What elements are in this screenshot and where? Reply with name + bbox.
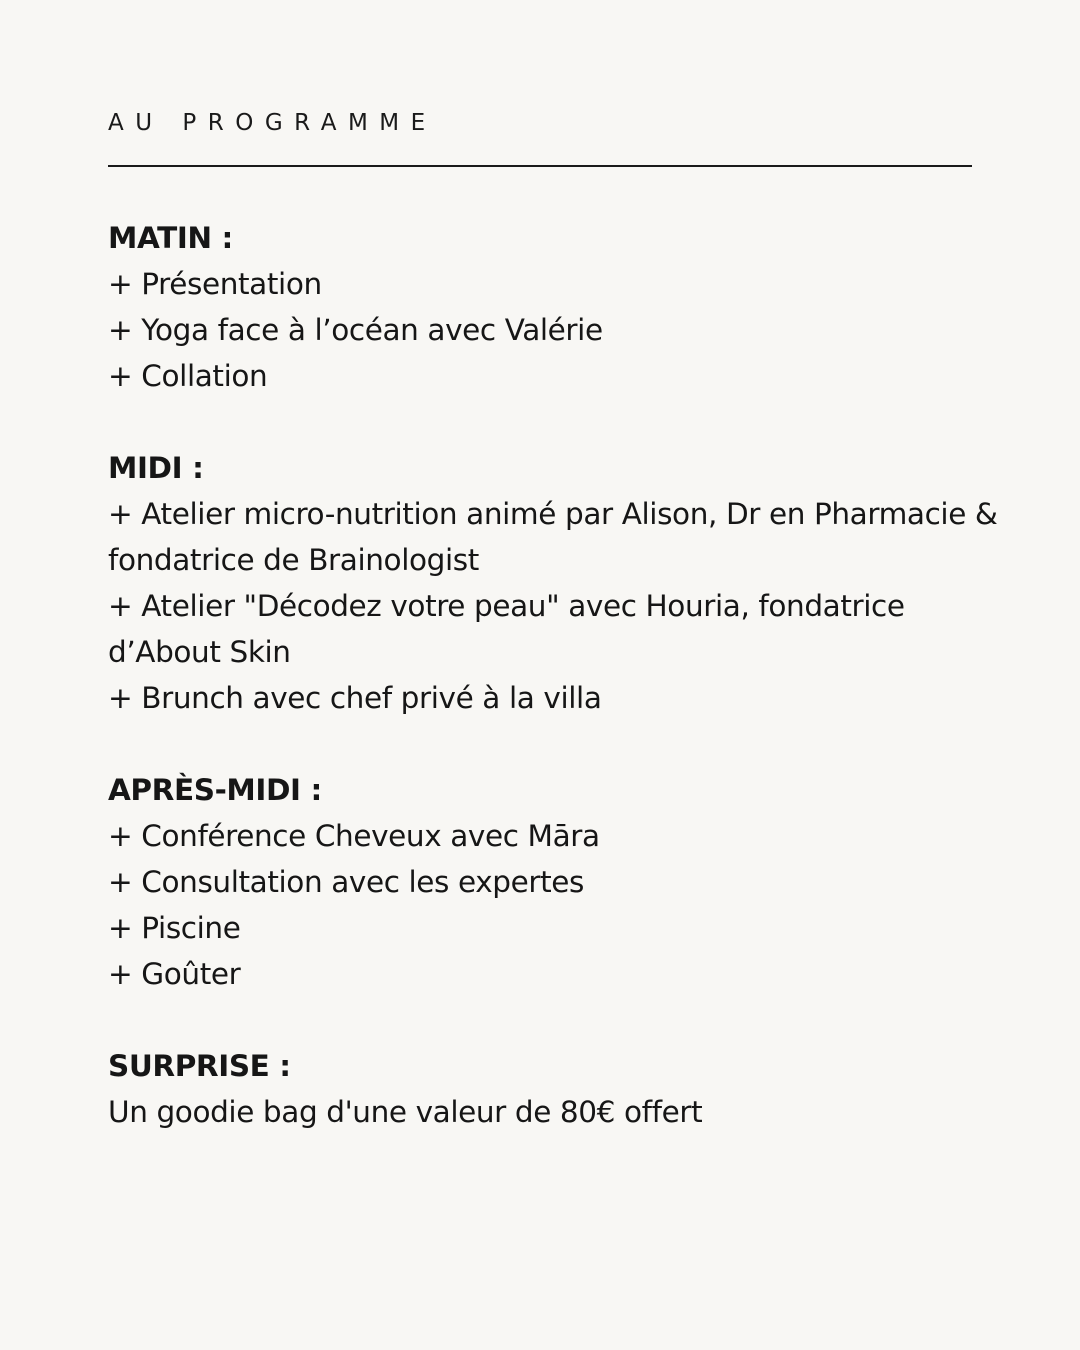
section-matin	[108, 215, 978, 399]
program-kicker: AU PROGRAMME	[108, 110, 437, 136]
list-item: + Collation	[108, 359, 268, 393]
section-title-matin: MATIN :	[108, 221, 233, 255]
list-item: + Consultation avec les expertes	[108, 865, 584, 899]
list-item: + Brunch avec chef privé à la villa	[108, 681, 602, 715]
section-title-midi: MIDI :	[108, 451, 204, 485]
list-item: + Conférence Cheveux avec Māra	[108, 819, 600, 853]
section-midi	[108, 445, 998, 721]
program-content	[108, 215, 998, 1181]
list-item: + Piscine	[108, 911, 241, 945]
list-item: + Atelier "Décodez votre peau" avec Houria, fondatrice	[108, 589, 905, 623]
list-item-continuation: d’About Skin	[108, 635, 291, 669]
section-surprise	[108, 1043, 978, 1135]
surprise-text: Un goodie bag d'une valeur de 80€ offert	[108, 1095, 703, 1129]
section-apres-midi	[108, 767, 978, 997]
list-item: + Yoga face à l’océan avec Valérie	[108, 313, 603, 347]
section-title-surprise: SURPRISE :	[108, 1049, 291, 1083]
program-page	[108, 0, 998, 1350]
list-item: + Atelier micro-nutrition animé par Alison, Dr en Pharmacie &	[108, 497, 998, 531]
header-divider	[108, 165, 972, 167]
section-title-apres-midi: APRÈS-MIDI :	[108, 773, 322, 807]
list-item-continuation: fondatrice de Brainologist	[108, 543, 479, 577]
list-item: + Goûter	[108, 957, 241, 991]
list-item: + Présentation	[108, 267, 322, 301]
